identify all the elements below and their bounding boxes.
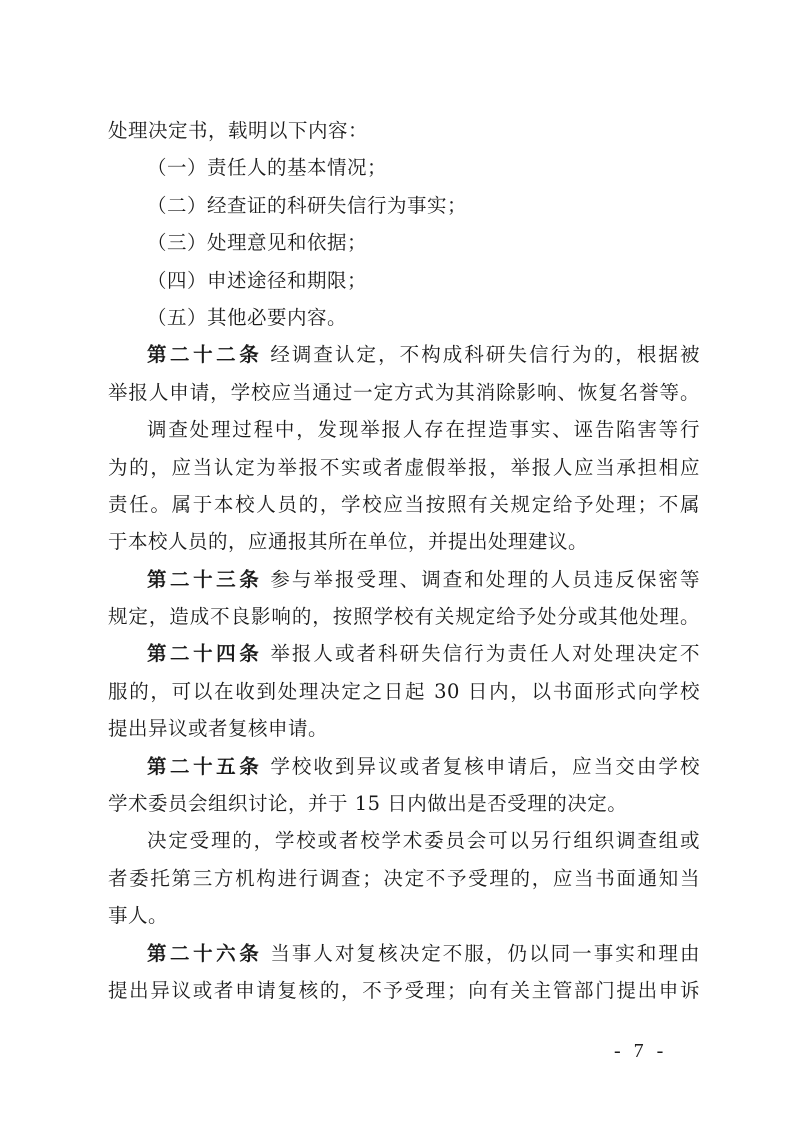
list-item: （五）其他必要内容。 [147, 305, 348, 329]
article-25-title: 第二十五条 [147, 754, 263, 778]
text-line: 提出异议或者申请复核的，不予受理；向有关主管部门提出申诉 [108, 978, 700, 1002]
text-line: 学校收到异议或者复核申请后，应当交由学校 [270, 754, 700, 778]
text-line: 决定受理的，学校或者校学术委员会可以另行组织调查组或 [147, 829, 700, 853]
article-25-line [108, 748, 700, 785]
text-line: 事人。 [108, 904, 169, 928]
text-line: 处理决定书，载明以下内容： [108, 119, 369, 142]
text-line: 者委托第三方机构进行调查；决定不予受理的，应当书面通知当 [108, 866, 700, 890]
text-line: 调查处理过程中，发现举报人存在捏造事实、诬告陷害等行 [147, 418, 700, 442]
list-item: （四）申述途径和期限； [147, 268, 368, 292]
page-number: - 7 - [614, 1040, 668, 1062]
text-line: 提出异议或者复核申请。 [108, 717, 329, 741]
text-line: 经调查认定，不构成科研失信行为的，根据被 [270, 343, 700, 367]
list-item: （三）处理意见和依据； [147, 231, 368, 255]
text-line: 学术委员会组织讨论，并于 15 日内做出是否受理的决定。 [108, 792, 628, 816]
article-23-title: 第二十三条 [147, 567, 263, 591]
list-item: （二）经查证的科研失信行为事实； [147, 193, 468, 217]
list-item: （一）责任人的基本情况； [147, 156, 388, 180]
article-22-title: 第二十二条 [147, 343, 263, 367]
text-line: 当事人对复核决定不服，仍以同一事实和理由 [270, 941, 700, 965]
text-line: 举报人或者科研失信行为责任人对处理决定不 [270, 642, 700, 666]
text-line: 于本校人员的，应通报其所在单位，并提出处理建议。 [108, 530, 589, 554]
article-23-line [108, 561, 700, 598]
text-line: 规定，造成不良影响的，按照学校有关规定给予处分或其他处理。 [108, 605, 700, 629]
text-line: 服的，可以在收到处理决定之日起 30 日内，以书面形式向学校 [108, 679, 700, 703]
text-line: 为的，应当认定为举报不实或者虚假举报，举报人应当承担相应 [108, 455, 700, 479]
text-line: 举报人申请，学校应当通过一定方式为其消除影响、恢复名誉等。 [108, 380, 700, 404]
text-line: 责任。属于本校人员的，学校应当按照有关规定给予处理；不属 [108, 492, 700, 516]
document-body [108, 112, 700, 1009]
article-24-line [108, 635, 700, 672]
article-22-line [108, 336, 700, 373]
article-26-line [108, 935, 700, 972]
article-26-title: 第二十六条 [147, 941, 263, 965]
text-line: 参与举报受理、调查和处理的人员违反保密等 [270, 567, 700, 591]
article-24-title: 第二十四条 [147, 642, 263, 666]
